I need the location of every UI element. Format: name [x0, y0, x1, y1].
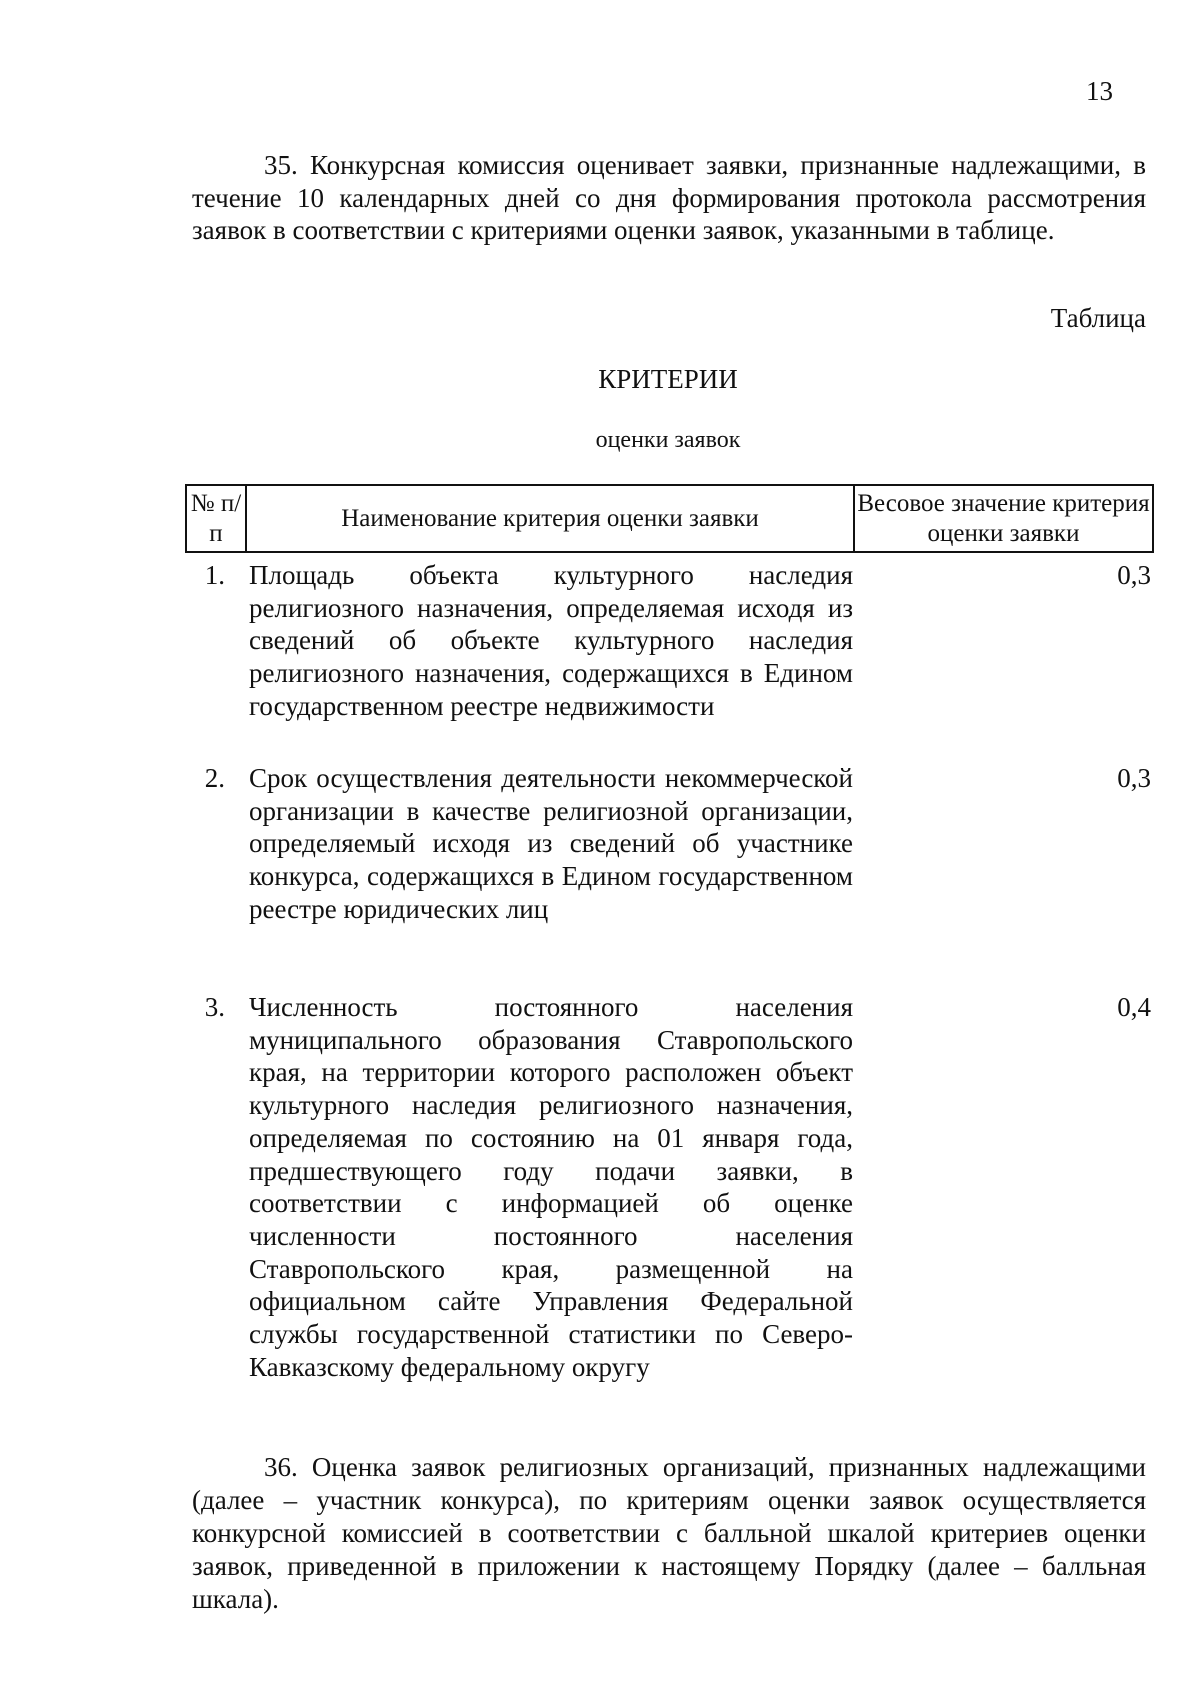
row-weight: 0,4 — [1117, 992, 1151, 1022]
header-number: № п/п — [187, 486, 247, 551]
row-number: 1. — [204, 560, 225, 590]
row-number: 2. — [204, 763, 225, 793]
criteria-heading: КРИТЕРИИ — [598, 364, 738, 394]
row-criterion-text: Численность постоянного населения муниципального образования Ставропольского края, на территории которого расположен объект культурного наследия религиозного назначения, определяемая по состоянию на 01 января года, предшествующего году подачи заявки, в соответствии с информацией об оценке численности постоянного населения Ставропольского края, размещенной на официальном сайте Управления Федеральной службы государственной статистики по Северо-Кавказскому федеральному округу — [249, 992, 853, 1382]
table-label: Таблица — [1050, 303, 1146, 333]
header-weight: Весовое значение критерия оценки заявки — [857, 489, 1150, 547]
row-weight: 0,3 — [1117, 560, 1151, 590]
row-weight: 0,3 — [1117, 763, 1151, 793]
paragraph-36: 36. Оценка заявок религиозных организаций, признанных надлежащими (далее – участник конкурса), по критериям оценки заявок осуществляется конкурсной комиссией в соответствии с балльной шкалой критериев оценки заявок, приведенной в приложении к настоящему Порядку (далее – балльная шкала). — [192, 1452, 1146, 1614]
criteria-subheading: оценки заявок — [595, 427, 741, 453]
page-number: 13 — [1086, 76, 1113, 106]
criteria-table-header — [185, 484, 1154, 553]
row-criterion-text: Срок осуществления деятельности некоммерческой организации в качестве религиозной организации, определяемый исходя из сведений об участнике конкурса, содержащихся в Едином государственном реестре юридических лиц — [249, 763, 853, 924]
header-criterion-name: Наименование критерия оценки заявки — [247, 486, 855, 551]
paragraph-35: 35. Конкурсная комиссия оценивает заявки, признанные надлежащими, в течение 10 календарных дней со дня формирования протокола рассмотрения заявок в соответствии с критериями оценки заявок, указанными в таблице. — [192, 150, 1146, 245]
row-number: 3. — [204, 992, 225, 1022]
row-criterion-text: Площадь объекта культурного наследия религиозного назначения, определяемая исходя из сведений об объекте культурного наследия религиозного назначения, содержащихся в Едином государственном реестре недвижимости — [249, 560, 853, 721]
